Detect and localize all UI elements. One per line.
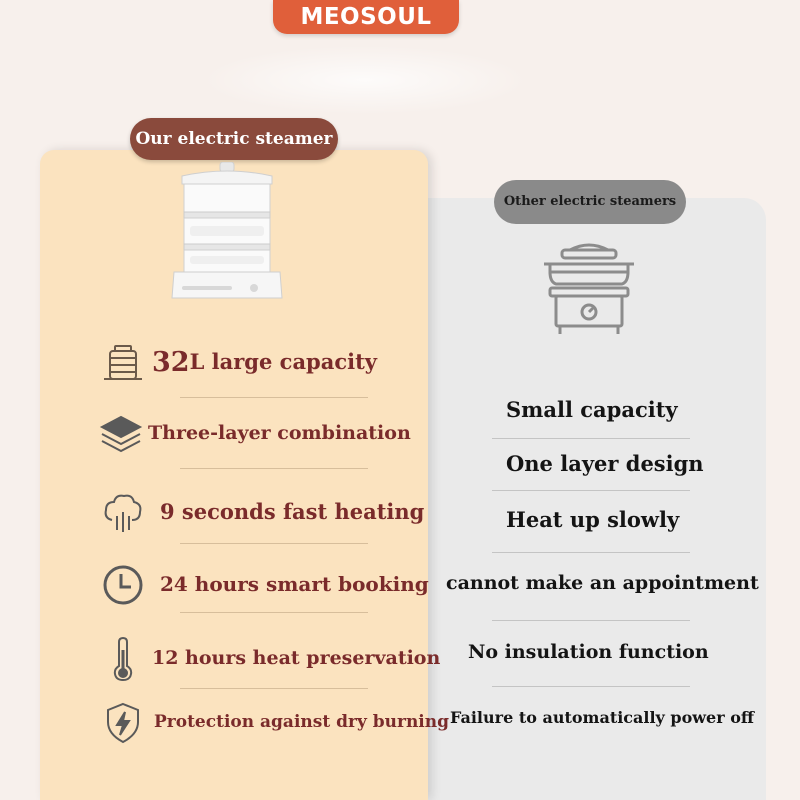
feature-text: Protection against dry burning — [154, 712, 450, 732]
our-steamer-label: Our electric steamer — [130, 118, 338, 160]
other-feature-insulation: No insulation function — [468, 641, 709, 663]
storage-jar-icon — [100, 340, 146, 386]
divider — [492, 438, 690, 439]
other-feature-appointment: cannot make an appointment — [446, 572, 759, 594]
divider — [492, 620, 690, 621]
steamer-product-image — [168, 162, 286, 302]
divider — [492, 552, 690, 553]
divider — [180, 543, 368, 544]
other-feature-layer: One layer design — [506, 451, 704, 476]
clock-icon — [100, 562, 146, 608]
shield-lightning-icon — [100, 700, 146, 746]
feature-capacity — [100, 334, 430, 390]
feature-preservation — [100, 630, 441, 686]
brand-name: MEOSOUL — [300, 4, 432, 30]
steam-icon — [100, 490, 146, 536]
feature-text: 12 hours heat preservation — [152, 647, 441, 669]
other-feature-power-off: Failure to automatically power off — [450, 708, 755, 727]
divider — [180, 688, 368, 689]
divider — [492, 686, 690, 687]
capacity-number: 32 — [152, 347, 190, 378]
layers-icon — [98, 411, 144, 457]
other-feature-capacity: Small capacity — [506, 397, 678, 422]
feature-layers — [98, 405, 428, 461]
feature-text: 24 hours smart booking — [160, 572, 429, 596]
thermometer-icon — [100, 636, 146, 682]
other-steamers-label: Other electric steamers — [494, 180, 686, 224]
other-feature-heat: Heat up slowly — [506, 507, 680, 532]
divider — [180, 468, 368, 469]
feature-text: L large capacity — [189, 349, 378, 374]
feature-heating — [100, 484, 430, 540]
feature-dry-burn — [100, 694, 450, 750]
feature-booking — [100, 556, 430, 612]
feature-text: Three-layer combination — [148, 422, 411, 444]
pot-icon — [540, 238, 638, 336]
steam-haze — [200, 45, 530, 115]
divider — [180, 397, 368, 398]
feature-text: 9 seconds fast heating — [160, 499, 425, 524]
divider — [180, 612, 368, 613]
brand-logo — [273, 0, 459, 34]
divider — [492, 490, 690, 491]
